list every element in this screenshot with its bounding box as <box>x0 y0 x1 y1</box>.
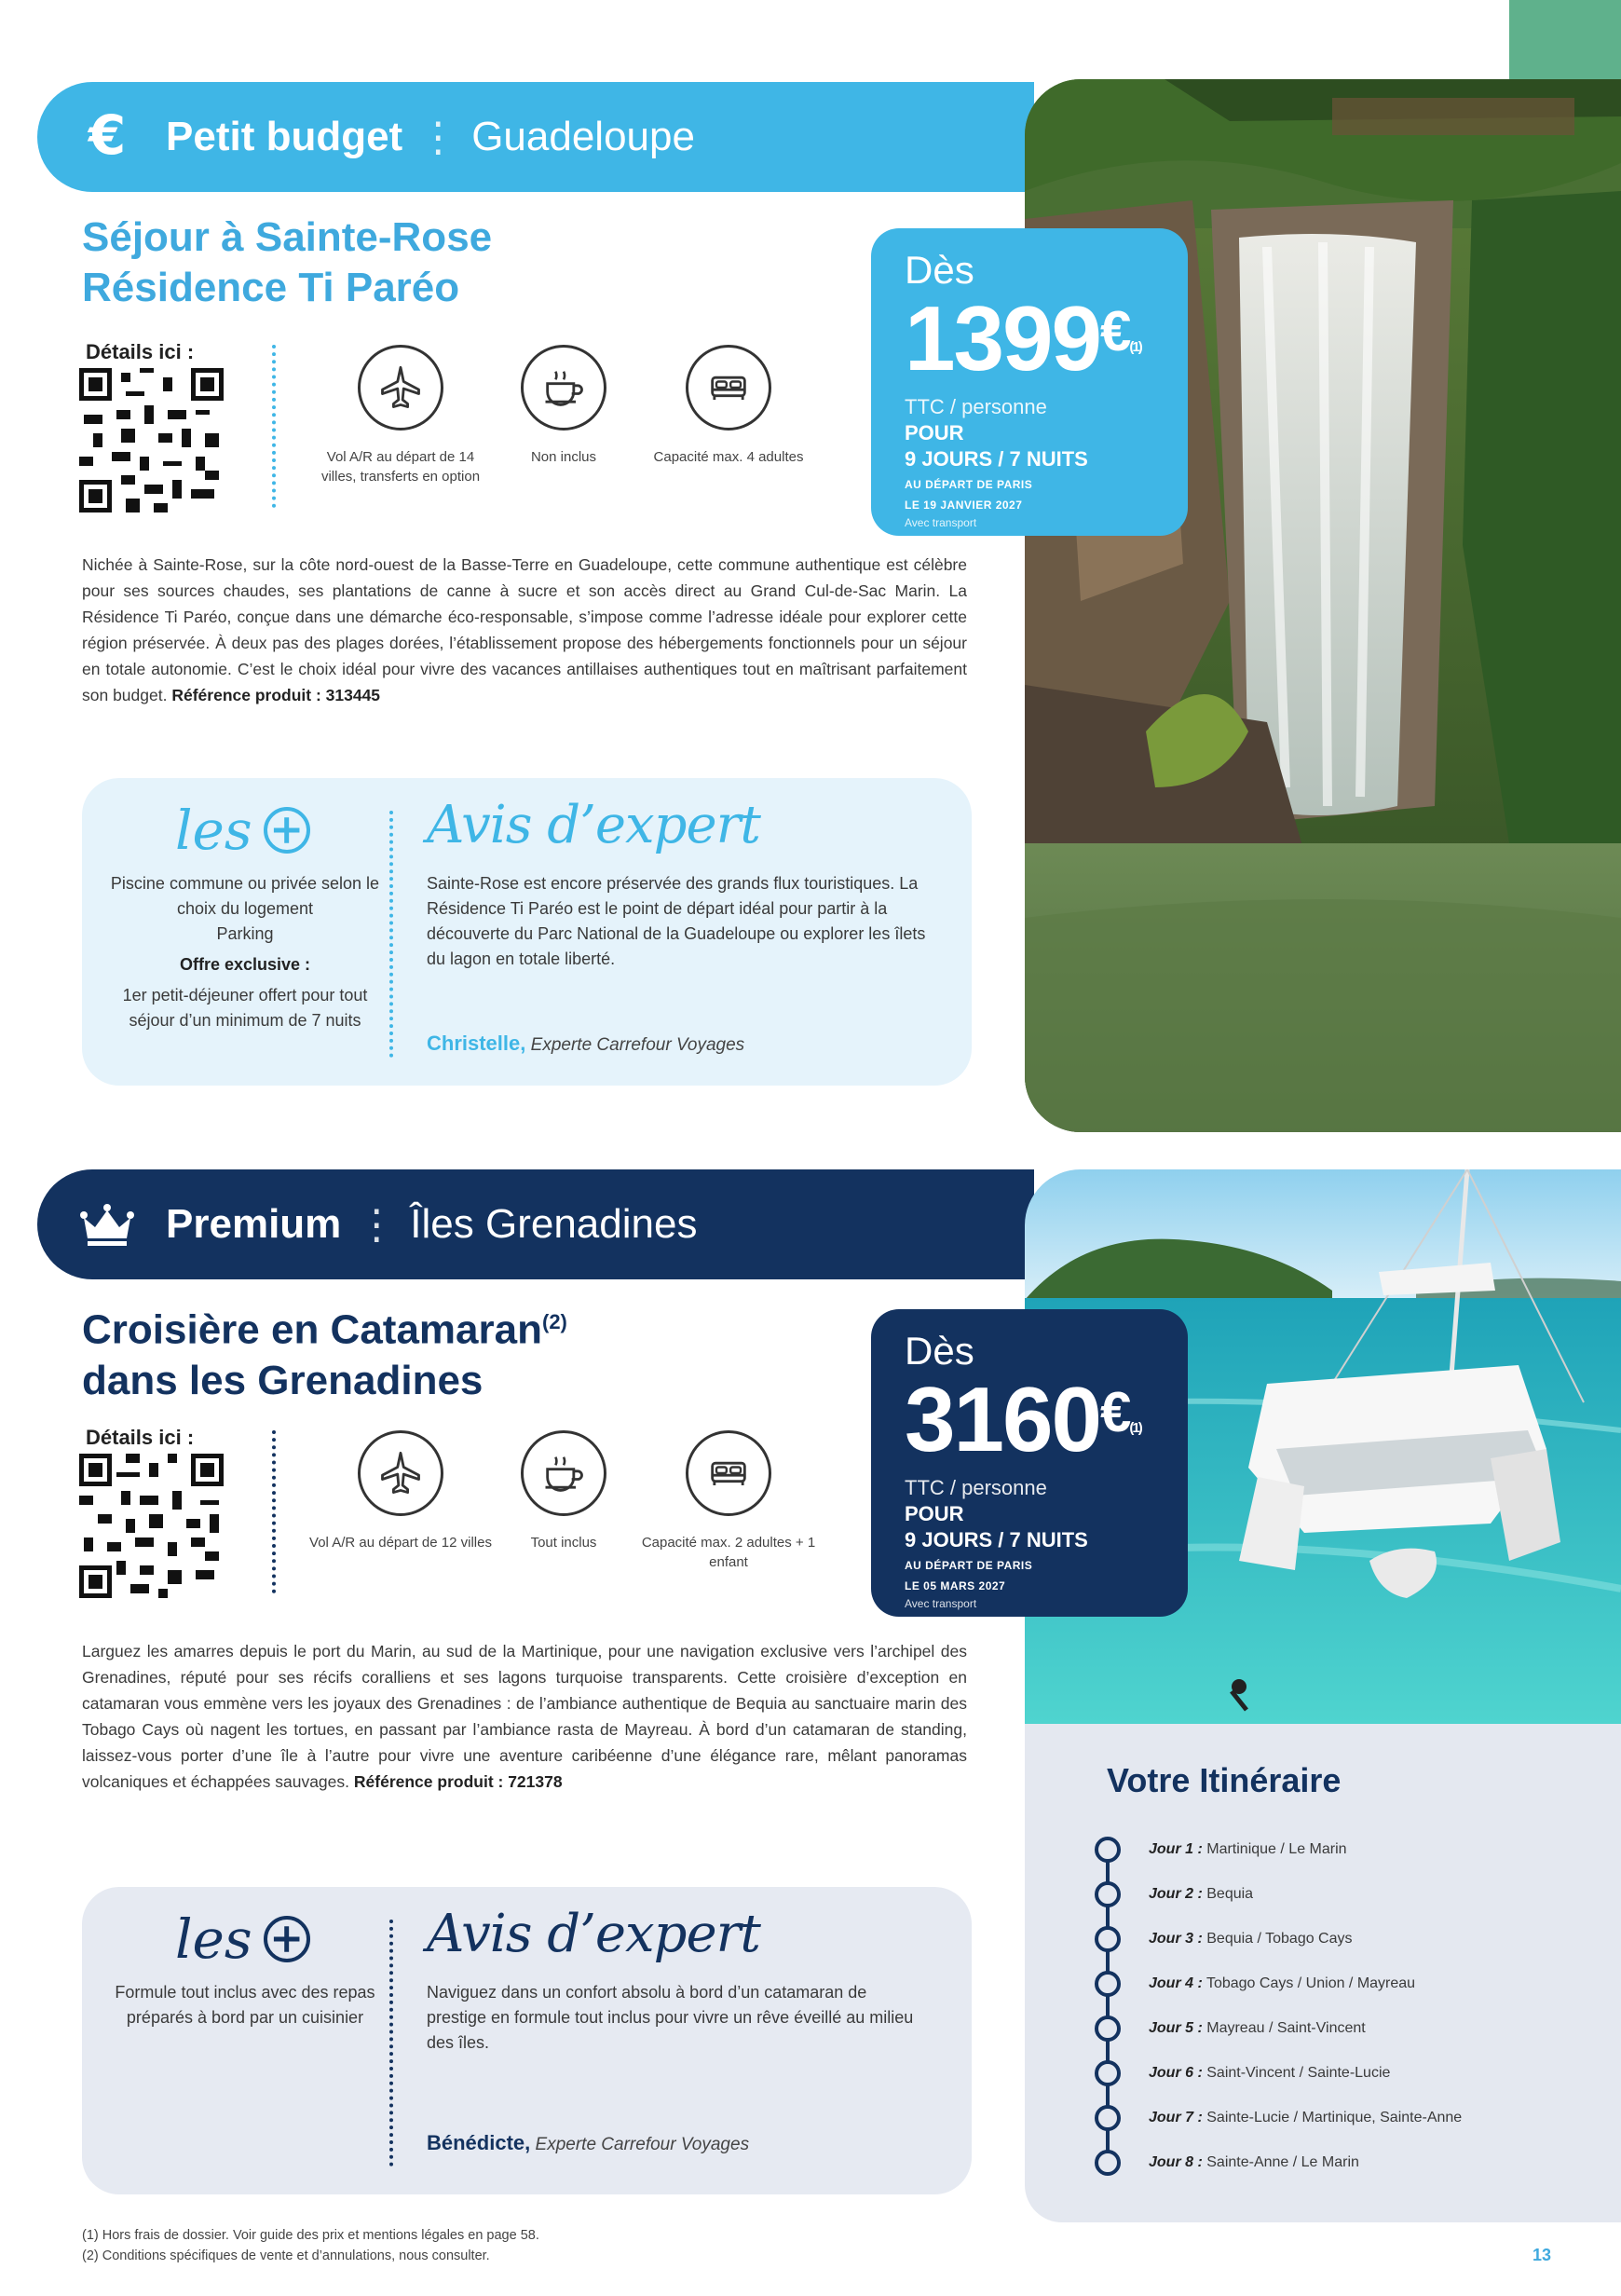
step-day: Jour 1 : <box>1149 1841 1203 1857</box>
expert-role: Experte Carrefour Voyages <box>535 2135 750 2154</box>
price-footnote: (1) <box>1129 1420 1141 1436</box>
feature-capacity-text: Capacité max. 4 adultes <box>653 449 804 465</box>
expert-name: Bénédicte, <box>427 2131 531 2154</box>
step-dot <box>1095 1971 1121 1997</box>
offer1-category: Petit budget <box>166 114 403 159</box>
itinerary-step <box>1095 2060 1390 2086</box>
plus-list <box>101 871 389 1033</box>
step-day: Jour 5 : <box>1149 2020 1203 2036</box>
offer2-body: Larguez les amarres depuis le port du Marin, au sud de la Martinique, pour une navigation exclusive vers l’archipel des Grenadines, réputé pour ses récifs coralliens et ses lagons turquoise transparents. Cette croisière d’exception en catamaran vous emmène vers les joyaux des Grenadines : de l’ambiance authentique de Bequia au sanctuaire marin des Tobago Cays où nagent les tortues, en passant par l’ambiance rasta de Mayreau. À bord d’un catamaran de standing, laissez-vous porter d’une île à l’autre pour vivre une aventure caribéenne d’une élégance rare, mêlant panoramas volcaniques et échappées sauvages. <box>82 1642 967 1791</box>
banner-separator: ⋮ <box>356 1201 396 1248</box>
feature-meal <box>470 345 657 467</box>
step-day: Jour 2 : <box>1149 1886 1203 1902</box>
itinerary-step <box>1095 1971 1415 1997</box>
offer2-title <box>82 1297 567 1406</box>
price-departure: AU DÉPART DE PARIS <box>905 478 1033 491</box>
feature-meal <box>470 1430 657 1552</box>
expert-signature <box>427 2131 749 2155</box>
itinerary-title: Votre Itinéraire <box>1107 1761 1342 1799</box>
price-amount <box>905 1368 1154 1475</box>
step-dot <box>1095 2016 1121 2042</box>
offer1-banner <box>37 82 1034 192</box>
itinerary-step <box>1095 1837 1347 1863</box>
step-place: Martinique / Le Marin <box>1206 1841 1347 1857</box>
expert-title: Avis d’expert <box>427 795 760 855</box>
itinerary-step <box>1095 1881 1253 1907</box>
expert-text: Naviguez dans un confort absolu à bord d’un catamaran de prestige en formule tout inclus pour vivre un rêve éveillé au milieu des îles. <box>427 1983 914 2052</box>
offer2-category: Premium <box>166 1201 342 1247</box>
footnote: (2) Conditions spécifiques de vente et d’annulations, nous consulter. <box>82 2248 490 2263</box>
offer1-reference: Référence produit : 313445 <box>171 686 381 704</box>
price-value: 3160 <box>905 1368 1101 1470</box>
expert-role: Experte Carrefour Voyages <box>530 1035 745 1055</box>
step-day: Jour 4 : <box>1149 1975 1203 1991</box>
price-transport: Avec transport <box>905 516 977 529</box>
itinerary-step <box>1095 2105 1462 2131</box>
plus-item: Formule tout inclus avec des repas préparés à bord par un cuisinier <box>115 1983 375 2027</box>
offer1-title-line1: Séjour à Sainte-Rose <box>82 214 493 260</box>
offer1-title-line2: Résidence Ti Paréo <box>82 265 460 310</box>
plus-title <box>175 1907 310 1971</box>
feature-flight-text: Vol A/R au départ de 14 villes, transferts en option <box>320 449 481 485</box>
page-number: 13 <box>1532 2246 1551 2264</box>
plus-title-text: les <box>175 799 252 862</box>
offer1-title <box>82 212 492 313</box>
step-place: Tobago Cays / Union / Mayreau <box>1206 1975 1416 1991</box>
step-day: Jour 3 : <box>1149 1931 1203 1947</box>
euro-icon <box>75 104 140 170</box>
feature-flight-text: Vol A/R au départ de 12 villes <box>309 1535 492 1551</box>
step-place: Bequia / Tobago Cays <box>1206 1931 1353 1947</box>
plus-title-text: les <box>175 1907 252 1971</box>
price-value: 1399 <box>905 287 1101 390</box>
plus-item: Parking <box>216 924 274 943</box>
crown-icon <box>75 1192 140 1257</box>
step-dot <box>1095 1926 1121 1952</box>
price-departure: AU DÉPART DE PARIS <box>905 1559 1033 1572</box>
price-duration: 9 JOURS / 7 NUITS <box>905 447 1088 471</box>
plane-icon <box>358 345 443 430</box>
feature-flight <box>307 345 494 486</box>
itinerary-step <box>1095 1926 1353 1952</box>
step-place: Saint-Vincent / Sainte-Lucie <box>1206 2065 1391 2081</box>
feature-capacity <box>635 345 822 467</box>
price-pour: POUR <box>905 1502 964 1525</box>
offer2-title-note: (2) <box>542 1310 567 1333</box>
plus-title <box>175 799 310 862</box>
plus-offer-text: 1er petit-déjeuner offert pour tout séjour d’un minimum de 7 nuits <box>122 986 368 1030</box>
offer1-price-box <box>871 228 1188 536</box>
step-dot <box>1095 2150 1121 2176</box>
svg-text:€: € <box>88 107 127 167</box>
price-date: LE 05 MARS 2027 <box>905 1579 1006 1592</box>
plus-icon: + <box>264 1916 310 1962</box>
price-pour: POUR <box>905 421 964 444</box>
itinerary-panel <box>1025 1724 1621 2222</box>
plus-item: Piscine commune ou privée selon le choix du logement <box>110 874 380 918</box>
step-day: Jour 8 : <box>1149 2154 1203 2170</box>
price-transport: Avec transport <box>905 1597 977 1610</box>
plus-icon: + <box>264 807 310 854</box>
step-place: Mayreau / Saint-Vincent <box>1206 2020 1366 2036</box>
feature-meal-text: Tout inclus <box>530 1535 597 1551</box>
expert-signature <box>427 1032 744 1056</box>
price-from: Dès <box>905 1329 974 1373</box>
feature-meal-text: Non inclus <box>530 449 597 465</box>
expert-title: Avis d’expert <box>427 1904 760 1964</box>
price-footnote: (1) <box>1129 339 1141 355</box>
qr-label: Détails ici : <box>86 340 195 363</box>
feature-flight <box>307 1430 494 1552</box>
offer1-description <box>82 552 967 708</box>
meal-icon <box>521 345 606 430</box>
offer1-destination: Guadeloupe <box>471 114 695 159</box>
offer2-description <box>82 1638 967 1795</box>
step-dot <box>1095 1881 1121 1907</box>
box-divider <box>389 811 393 1058</box>
offer2-banner <box>37 1169 1034 1279</box>
step-dot <box>1095 2105 1121 2131</box>
expert-text: Sainte-Rose est encore préservée des grands flux touristiques. La Résidence Ti Paréo est le point de départ idéal pour partir à la découverte du Parc National de la Guadeloupe ou explorer les îlets du lagon en totale liberté. <box>427 874 926 968</box>
offer2-destination: Îles Grenadines <box>410 1201 698 1247</box>
offer1-body: Nichée à Sainte-Rose, sur la côte nord-ouest de la Basse-Terre en Guadeloupe, cette commune authentique est célèbre pour ses sources chaudes, ses plantations de canne à sucre et son accès direct au Grand Cul-de-Sac Marin. La Résidence Ti Paréo, conçue dans une démarche éco-responsable, s’impose comme l’adresse idéale pour explorer cette région préservée. À deux pas des plages dorées, l’établissement propose des hébergements fonctionnels pour un séjour en totale autonomie. C’est le choix idéal pour vivre des vacances antillaises authentiques tout en maîtrisant parfaitement son budget. <box>82 555 967 704</box>
step-day: Jour 7 : <box>1149 2110 1203 2125</box>
expert-name: Christelle, <box>427 1032 526 1055</box>
offer2-title-line1: Croisière en Catamaran <box>82 1306 542 1353</box>
feature-capacity <box>635 1430 822 1572</box>
offer2-title-line2: dans les Grenadines <box>82 1357 484 1403</box>
price-ttc: TTC / personne <box>905 1476 1047 1499</box>
itinerary-step <box>1095 2150 1359 2176</box>
feature-capacity-text: Capacité max. 2 adultes + 1 enfant <box>641 1535 816 1570</box>
divider-dots <box>272 1430 276 1593</box>
price-from: Dès <box>905 248 974 292</box>
price-currency: € <box>1100 1381 1130 1443</box>
offer2-infobox <box>82 1887 972 2194</box>
banner-separator: ⋮ <box>417 114 457 160</box>
price-currency: € <box>1100 300 1130 362</box>
qr-code[interactable] <box>79 368 224 512</box>
step-place: Sainte-Lucie / Martinique, Sainte-Anne <box>1206 2110 1463 2125</box>
step-dot <box>1095 2060 1121 2086</box>
qr-label: Détails ici : <box>86 1426 195 1449</box>
plus-offer-title: Offre exclusive : <box>179 955 311 974</box>
plus-list <box>101 1980 389 2030</box>
bed-icon <box>686 345 771 430</box>
meal-icon <box>521 1430 606 1516</box>
footnote: (1) Hors frais de dossier. Voir guide des prix et mentions légales en page 58. <box>82 2228 539 2243</box>
step-day: Jour 6 : <box>1149 2065 1203 2081</box>
step-place: Sainte-Anne / Le Marin <box>1206 2154 1359 2170</box>
price-amount <box>905 287 1154 394</box>
offer2-price-box <box>871 1309 1188 1617</box>
divider-dots <box>272 345 276 508</box>
price-date: LE 19 JANVIER 2027 <box>905 499 1023 512</box>
plane-icon <box>358 1430 443 1516</box>
bed-icon <box>686 1430 771 1516</box>
footnotes <box>82 2225 539 2266</box>
step-place: Bequia <box>1206 1886 1254 1902</box>
price-duration: 9 JOURS / 7 NUITS <box>905 1528 1088 1551</box>
qr-code[interactable] <box>79 1454 224 1598</box>
box-divider <box>389 1920 393 2166</box>
price-ttc: TTC / personne <box>905 395 1047 418</box>
itinerary-step <box>1095 2016 1366 2042</box>
offer1-infobox <box>82 778 972 1086</box>
offer2-reference: Référence produit : 721378 <box>353 1772 563 1791</box>
step-dot <box>1095 1837 1121 1863</box>
